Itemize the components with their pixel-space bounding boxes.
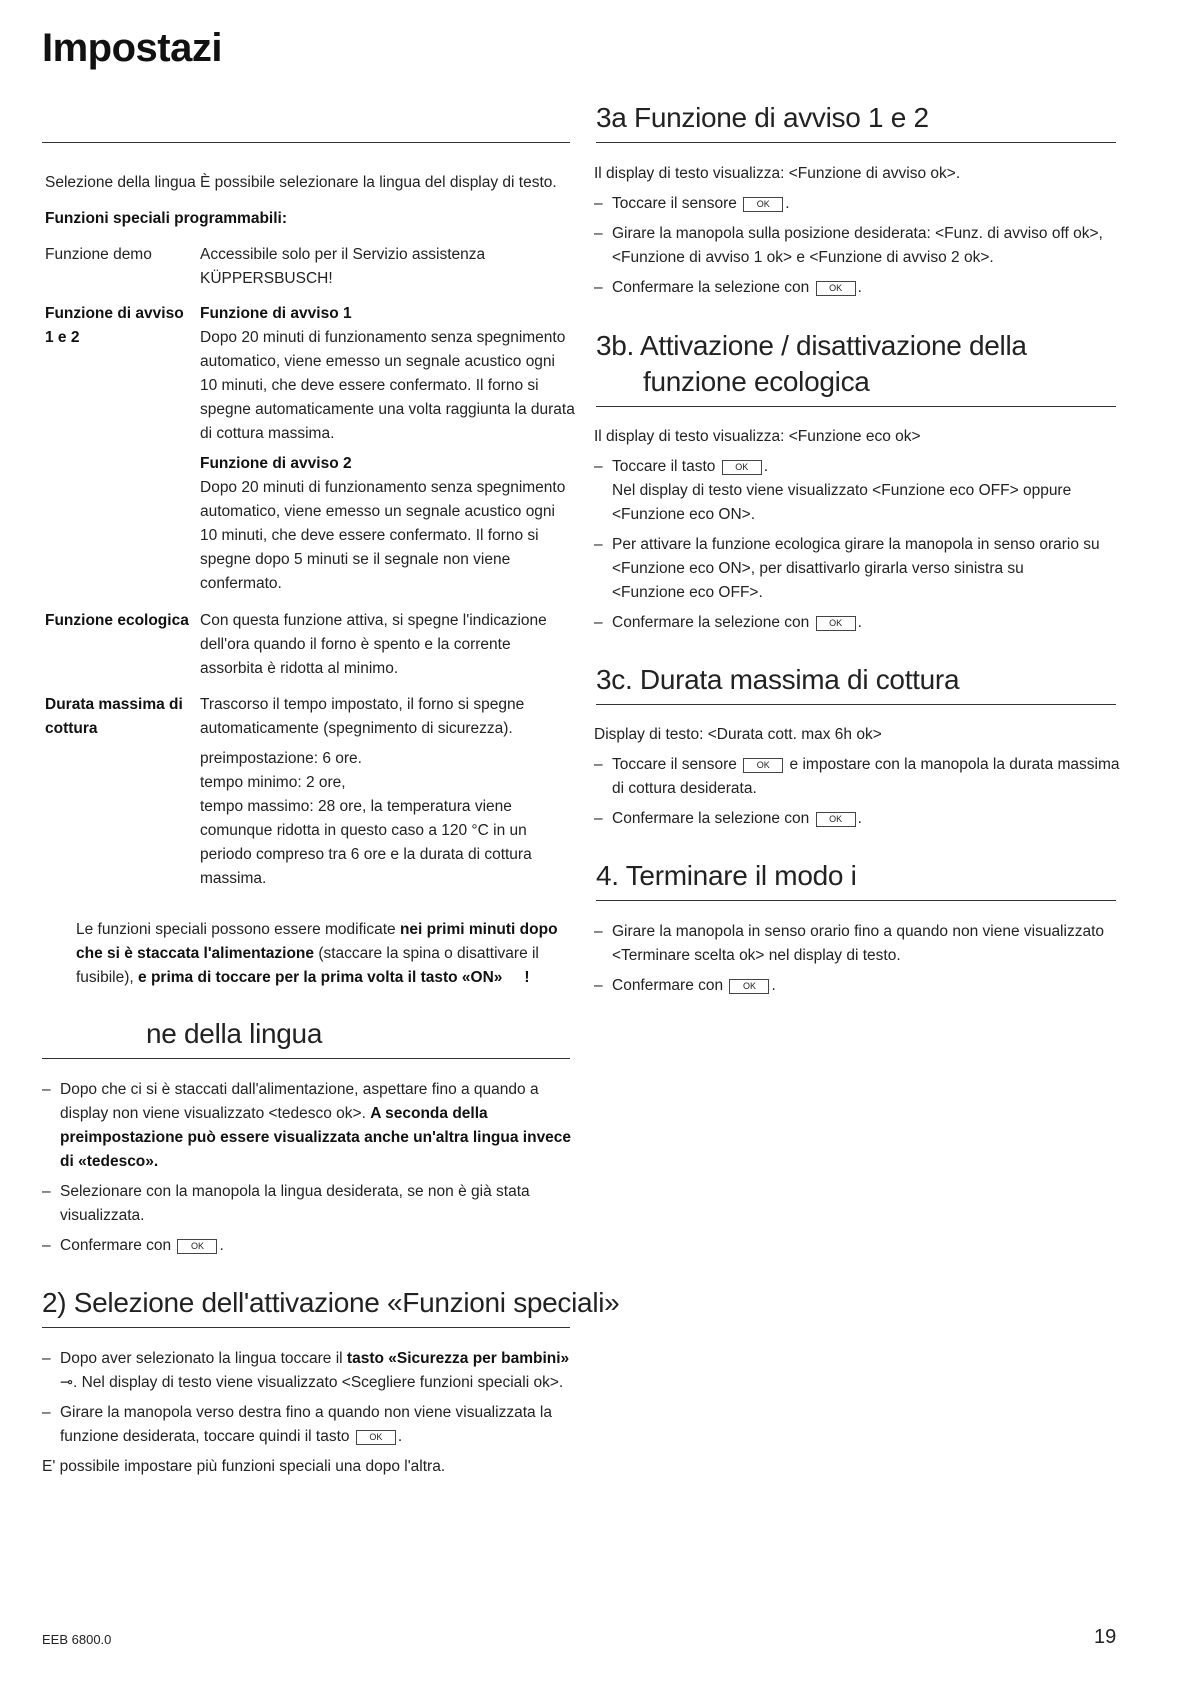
ok-key-icon: OK [816, 812, 856, 827]
section-2-note: E' possibile impostare più funzioni speciali una dopo l'altra. [42, 1458, 446, 1475]
lingua-step: visualizzata. [60, 1207, 145, 1224]
lingua-rule [42, 1058, 570, 1059]
section-2-step: ⊸. Nel display di testo viene visualizzato <Scegliere funzioni speciali ok>. [60, 1374, 564, 1391]
note-line: che si è staccata l'alimentazione (staccare la spina o disattivare il [76, 945, 539, 962]
lingua-selection-text: È possibile selezionare la lingua del display di testo. [200, 174, 557, 191]
note-line: fusibile), e prima di toccare per la prima volta il tasto «ON» ! [76, 969, 530, 986]
section-2-rule [42, 1327, 570, 1328]
lingua-step: di «tedesco». [60, 1153, 159, 1170]
demo-text-line: KÜPPERSBUSCH! [200, 270, 333, 287]
lingua-heading: ne della lingua [146, 1018, 323, 1049]
section-3a-line: Il display di testo visualizza: <Funzione di avviso ok>. [594, 165, 961, 182]
section-2-step: funzione desiderata, toccare quindi il tasto OK . [60, 1428, 403, 1445]
section-3c-step: – Confermare la selezione con OK . [594, 810, 862, 827]
note-line: Le funzioni speciali possono essere modificate nei primi minuti dopo [76, 921, 558, 938]
avviso1-line: Dopo 20 minuti di funzionamento senza spegnimento [200, 329, 566, 346]
section-3a-step: – Girare la manopola sulla posizione desiderata: <Funz. di avviso off ok>, [594, 225, 1103, 242]
section-2-step: – Dopo aver selezionato la lingua toccare il tasto «Sicurezza per bambini» [42, 1350, 570, 1367]
eco-label: Funzione ecologica [45, 612, 189, 629]
avviso2-line: spegne dopo 5 minuti se il segnale non viene [200, 551, 511, 568]
section-3c-line: Display di testo: <Durata cott. max 6h ok> [594, 726, 882, 743]
section-3b-step: <Funzione eco ON>, per disattivarlo girarla verso sinistra su [612, 560, 1024, 577]
ok-key-icon: OK [816, 281, 856, 296]
ok-key-icon: OK [743, 197, 783, 212]
avviso1-line: 10 minuti, che deve essere confermato. Il forno si [200, 377, 539, 394]
durata-line: automaticamente (spegnimento di sicurezza). [200, 720, 513, 737]
durata-line: Trascorso il tempo impostato, il forno si spegne [200, 696, 525, 713]
lingua-selection-label: Selezione della lingua [45, 174, 196, 191]
durata-value-line: massima. [200, 870, 267, 887]
section-3b-heading: funzione ecologica [643, 366, 870, 397]
section-3c-rule [596, 704, 1116, 705]
section-4-step: <Terminare scelta ok> nel display di testo. [612, 947, 901, 964]
section-3a-rule [596, 142, 1116, 143]
avviso1-title: Funzione di avviso 1 [200, 305, 352, 322]
avviso-label: 1 e 2 [45, 329, 80, 346]
lingua-step: preimpostazione può essere visualizzata anche un'altra lingua invece [60, 1129, 572, 1146]
section-3b-line: Il display di testo visualizza: <Funzione eco ok> [594, 428, 921, 445]
durata-value-line: tempo minimo: 2 ore, [200, 774, 346, 791]
avviso1-line: di cottura massima. [200, 425, 335, 442]
section-3b-heading: 3b. Attivazione / disattivazione della [596, 330, 1027, 361]
lingua-step: display non viene visualizzato <tedesco ok>. A seconda della [60, 1105, 488, 1122]
eco-line: dell'ora quando il forno è spento e la corrente [200, 636, 511, 653]
ok-key-icon: OK [729, 979, 769, 994]
durata-label: cottura [45, 720, 98, 737]
ok-key-icon: OK [722, 460, 762, 475]
left-top-rule [42, 142, 570, 143]
section-2-step: – Girare la manopola verso destra fino a quando non viene visualizzata la [42, 1404, 552, 1421]
demo-text-line: Accessibile solo per il Servizio assistenza [200, 246, 486, 263]
avviso2-line: confermato. [200, 575, 282, 592]
durata-value-line: periodo compreso tra 6 ore e la durata di cottura [200, 846, 532, 863]
demo-label: Funzione demo [45, 246, 152, 263]
lingua-step: – Dopo che ci si è staccati dall'alimentazione, aspettare fino a quando a [42, 1081, 539, 1098]
ok-key-icon: OK [816, 616, 856, 631]
section-3c-heading: 3c. Durata massima di cottura [596, 664, 960, 695]
section-3b-step: <Funzione eco ON>. [612, 506, 756, 523]
durata-value-line: comunque ridotta in questo caso a 120 °C in un [200, 822, 527, 839]
section-3c-step: – Toccare il sensore OK e impostare con la manopola la durata massima [594, 756, 1120, 773]
ok-key-icon: OK [356, 1430, 396, 1445]
avviso1-line: automatico, viene emesso un segnale acustico ogni [200, 353, 555, 370]
section-3b-step: – Per attivare la funzione ecologica girare la manopola in senso orario su [594, 536, 1100, 553]
section-3a-step: <Funzione di avviso 1 ok> e <Funzione di avviso 2 ok>. [612, 249, 994, 266]
section-3b-step: – Confermare la selezione con OK . [594, 614, 862, 631]
avviso2-line: automatico, viene emesso un segnale acustico ogni [200, 503, 555, 520]
section-3b-step: <Funzione eco OFF>. [612, 584, 763, 601]
eco-line: assorbita è ridotta al minimo. [200, 660, 399, 677]
eco-line: Con questa funzione attiva, si spegne l'indicazione [200, 612, 547, 629]
section-4-rule [596, 900, 1116, 901]
special-functions-header: Funzioni speciali programmabili: [45, 210, 288, 227]
lingua-step: – Confermare con OK . [42, 1237, 224, 1254]
durata-value-line: preimpostazione: 6 ore. [200, 750, 362, 767]
section-4-step: – Girare la manopola in senso orario fino a quando non viene visualizzato [594, 923, 1104, 940]
page-number: 19 [1094, 1626, 1117, 1648]
durata-label: Durata massima di [45, 696, 183, 713]
section-3a-heading: 3a Funzione di avviso 1 e 2 [596, 102, 929, 133]
section-2-heading: 2) Selezione dell'attivazione «Funzioni speciali» [42, 1287, 620, 1318]
section-3b-step: – Toccare il tasto OK . [594, 458, 769, 475]
section-3b-rule [596, 406, 1116, 407]
section-3a-step: – Toccare il sensore OK . [594, 195, 790, 212]
ok-key-icon: OK [743, 758, 783, 773]
section-3a-step: – Confermare la selezione con OK . [594, 279, 862, 296]
footer-code: EEB 6800.0 [42, 1632, 112, 1647]
avviso2-title: Funzione di avviso 2 [200, 455, 352, 472]
avviso-label: Funzione di avviso [45, 305, 184, 322]
durata-value-line: tempo massimo: 28 ore, la temperatura viene [200, 798, 512, 815]
avviso2-line: Dopo 20 minuti di funzionamento senza spegnimento [200, 479, 566, 496]
ok-key-icon: OK [177, 1239, 217, 1254]
section-4-heading: 4. Terminare il modo i [596, 860, 857, 891]
section-3b-step: Nel display di testo viene visualizzato <Funzione eco OFF> oppure [612, 482, 1072, 499]
section-4-step: – Confermare con OK . [594, 977, 776, 994]
avviso1-line: spegne automaticamente una volta raggiunta la durata [200, 401, 575, 418]
page-title: Impostazi [42, 26, 222, 70]
lingua-step: – Selezionare con la manopola la lingua desiderata, se non è già stata [42, 1183, 530, 1200]
section-3c-step: di cottura desiderata. [612, 780, 757, 797]
avviso2-line: 10 minuti, che deve essere confermato. Il forno si [200, 527, 539, 544]
